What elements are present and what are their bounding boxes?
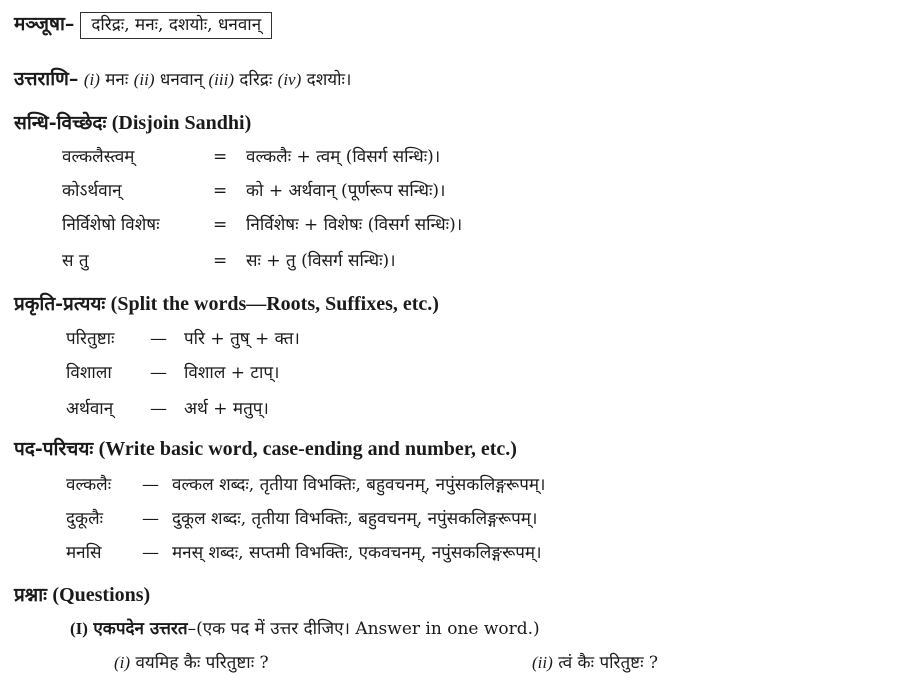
sandhi-heading-en: (Disjoin Sandhi) [111, 112, 252, 134]
prakriti-heading-hi: प्रकृति-प्रत्ययः [14, 293, 106, 315]
question-item [532, 652, 658, 674]
answer-text: धनवान् [159, 70, 204, 90]
prakriti-dash: — [150, 363, 167, 383]
pada-desc: वल्कल शब्दः, तृतीया विभक्तिः, बहुवचनम्, नपुंसकलिङ्गरूपम्। [172, 475, 546, 495]
answer-num: (i) [83, 70, 100, 89]
question-num: (ii) [532, 653, 553, 672]
questions-heading-en: (Questions) [52, 584, 151, 606]
answer-text: दरिद्रः [239, 70, 273, 90]
sandhi-eq: = [213, 181, 228, 201]
prakriti-word: परितुष्टाः [66, 329, 115, 349]
prakriti-split: विशाल + टाप्। [184, 363, 280, 383]
questions-heading [14, 584, 150, 607]
sandhi-eq: = [213, 147, 228, 167]
pada-desc: मनस् शब्दः, सप्तमी विभक्तिः, एकवचनम्, नपुंसकलिङ्गरूपम्। [172, 543, 542, 563]
sandhi-heading-hi: सन्धि-विच्छेदः [14, 112, 107, 134]
sandhi-split: को + अर्थवान् (पूर्णरूप सन्धिः)। [246, 181, 446, 201]
question-item [114, 652, 269, 674]
answer-num: (iii) [208, 70, 234, 89]
question-text: त्वं कैः परितुष्टः ? [558, 653, 659, 673]
answer-text: मनः [105, 70, 129, 90]
sandhi-heading [14, 112, 251, 135]
pada-heading [14, 438, 517, 461]
sandhi-eq: = [213, 251, 228, 271]
section-one-title: एकपदेन उत्तरत [93, 619, 188, 639]
answer-num: (iv) [277, 70, 302, 89]
manjusha-label: मञ्जूषा– [14, 13, 75, 35]
pada-dash: — [142, 509, 159, 529]
prakriti-heading [14, 293, 439, 316]
pada-word: दुकूलैः [66, 509, 104, 529]
pada-heading-hi: पद-परिचयः [14, 438, 94, 460]
prakriti-heading-en: (Split the words—Roots, Suffixes, etc.) [110, 293, 439, 315]
pada-dash: — [142, 475, 159, 495]
question-text: वयमिह कैः परितुष्टाः ? [135, 653, 269, 673]
section-one-row [70, 618, 540, 640]
answer-text: दशयोः। [306, 70, 352, 90]
sandhi-word: स तु [62, 251, 89, 271]
pada-heading-en: (Write basic word, case-ending and number, etc.) [98, 438, 517, 460]
answer-num: (ii) [133, 70, 155, 89]
pada-dash: — [142, 543, 159, 563]
prakriti-word: विशाला [66, 363, 112, 383]
section-one-num: (I) [70, 619, 88, 638]
pada-word: मनसि [66, 543, 102, 563]
prakriti-word: अर्थवान् [66, 399, 114, 419]
sandhi-word: निर्विशेषो विशेषः [62, 215, 160, 235]
pada-desc: दुकूल शब्दः, तृतीया विभक्तिः, बहुवचनम्, नपुंसकलिङ्गरूपम्। [172, 509, 538, 529]
prakriti-dash: — [150, 329, 167, 349]
sandhi-split: सः + तु (विसर्ग सन्धिः)। [246, 251, 396, 271]
answers-row [14, 68, 351, 91]
prakriti-split: परि + तुष् + क्त। [184, 329, 300, 349]
answers-label: उत्तराणि– [14, 68, 79, 90]
prakriti-split: अर्थ + मतुप्। [184, 399, 269, 419]
sandhi-word: वल्कलैस्त्वम् [62, 147, 135, 167]
manjusha-row [14, 12, 272, 39]
sandhi-split: निर्विशेषः + विशेषः (विसर्ग सन्धिः)। [246, 215, 463, 235]
sandhi-word: कोऽर्थवान् [62, 181, 122, 201]
manjusha-box: दरिद्रः, मनः, दशयोः, धनवान् [80, 12, 272, 39]
questions-heading-hi: प्रश्नाः [14, 584, 48, 606]
sandhi-eq: = [213, 215, 228, 235]
section-one-instruction: –(एक पद में उत्तर दीजिए। Answer in one word.) [187, 619, 540, 639]
question-num: (i) [114, 653, 131, 672]
prakriti-dash: — [150, 399, 167, 419]
pada-word: वल्कलैः [66, 475, 112, 495]
sandhi-split: वल्कलैः + त्वम् (विसर्ग सन्धिः)। [246, 147, 441, 167]
